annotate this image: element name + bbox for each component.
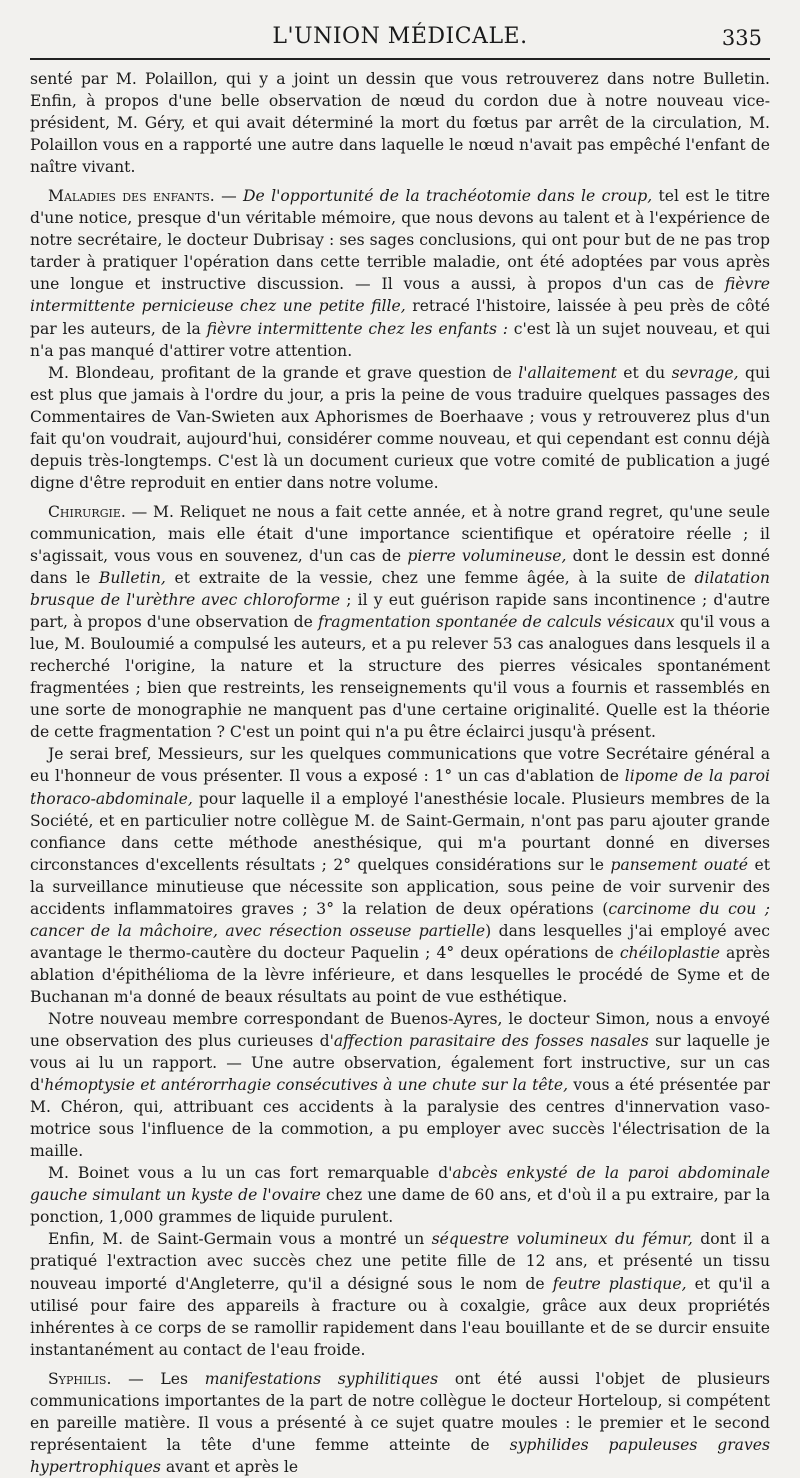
section-heading-syphilis: Syphilis. — [48, 1369, 112, 1388]
article-body — [30, 68, 770, 1478]
paragraph-secretaire: Je serai bref, Messieurs, sur les quelques communications que votre Secrétaire général a eu l'honneur de vous présenter. Il vous a exposé : 1° un cas d'ablation de lipome de la paroi thoraco-abdominale, pour laquelle il a employé l'anesthésie locale. Plusieurs membres de la Société, et en particulier notre collègue M. de Saint-Germain, n'ont pas paru ajouter grande confiance dans cette méthode anesthésique, qui m'a pourtant donné en diverses circonstances d'excellents résultats ; 2° quelques considérations sur le pansement ouaté et la surveillance minutieuse que nécessite son application, sous peine de voir survenir des accidents inflammatoires graves ; 3° la relation de deux opérations (carcinome du cou ; cancer de la mâchoire, avec résection osseuse partielle) dans lesquelles j'ai employé avec avantage le thermo-cautère du docteur Paquelin ; 4° deux opérations de chéiloplastie après ablation d'épithélioma de la lèvre inférieure, et dans lesquelles le procédé de Syme et de Buchanan m'a donné de beaux résultats au point de vue esthétique. — [30, 745, 771, 1006]
running-header — [30, 22, 770, 58]
paragraph-syphilis: Syphilis. — Les manifestations syphilitiques ont été aussi l'objet de plusieurs communications importantes de la part de notre collègue le docteur Horteloup, si compétent en pareille matière. Il vous a présenté à ce sujet quatre moules : le premier et le second représentaient la tête d'une femme atteinte de syphilides papuleuses graves hypertrophiques avant et après le — [30, 1369, 771, 1476]
paragraph-simon: Notre nouveau membre correspondant de Buenos-Ayres, le docteur Simon, nous a envoyé une observation des plus curieuses d'affection parasitaire des fosses nasales sur laquelle je vous ai lu un rapport. — Une autre observation, également fort instructive, sur un cas d'hémoptysie et antérorrhagie consécutives à une chute sur la tête, vous a été présentée par M. Chéron, qui, attribuant ces accidents à la paralysie des centres d'innervation vaso-motrice sous l'influence de la commotion, a pu employer avec succès l'électrisation de la maille. — [30, 1009, 770, 1161]
paragraph-maladies-enfants: Maladies des enfants. — De l'opportunité de la trachéotomie dans le croup, tel est le titre d'une notice, presque d'un véritable mémoire, que nous devons au talent et à l'expérience de notre secrétaire, le docteur Dubrisay : ses sages conclusions, qui ont pour but de ne pas trop tarder à pratiquer l'opération dans cette terrible maladie, ont été adoptées par vous après une longue et instructive discussion. — Il vous a aussi, à propos d'un cas de fièvre intermittente pernicieuse chez une petite fille, retracé l'histoire, laissée à peu près de côté par les auteurs, de la fièvre intermittente chez les enfants : c'est là un sujet nouveau, et qui n'a pas manqué d'attirer votre attention. — [30, 187, 771, 360]
section-heading-chirurgie: Chirurgie. — [48, 502, 126, 521]
paragraph-blondeau: M. Blondeau, profitant de la grande et grave question de l'allaitement et du sevrage, qui est plus que jamais à l'ordre du jour, a pris la peine de vous traduire quelques passages des Commentaires de Van-Swieten aux Aphorismes de Boerhaave ; vous y retrouverez plus d'un fait qu'on voudrait, aujourd'hui, considérer comme nouveau, et qui cependant est connu déjà depuis très-longtemps. C'est là un document curieux que votre comité de publication a jugé digne d'être reproduit en entier dans notre volume. — [30, 363, 770, 492]
journal-title: L'UNION MÉDICALE. — [272, 24, 528, 49]
paragraph-saint-germain: Enfin, M. de Saint-Germain vous a montré un séquestre volumineux du fémur, dont il a pratiqué l'extraction avec succès chez une petite fille de 12 ans, et présenté un tissu nouveau importé d'Angleterre, qu'il a désigné sous le nom de feutre plastique, et qu'il a utilisé pour faire des appareils à fracture ou à coxalgie, grâce aux deux propriétés inhérentes à ce corps de se ramollir rapidement dans l'eau bouillante et de se durcir ensuite instantanément au contact de l'eau froide. — [30, 1230, 771, 1359]
paragraph-obstetrics-end: senté par M. Polaillon, qui y a joint un dessin que vous retrouverez dans notre Bulletin. Enfin, à propos d'une belle observation de nœud du cordon due à notre nouveau vice-président, M. Géry, et qui avait déterminé la mort du fœtus par arrêt de la circulation, M. Polaillon vous en a rapporté une autre dans laquelle le nœud n'avait pas empêché l'enfant de naître vivant. — [30, 70, 770, 177]
section-heading-maladies-enfants: Maladies des enfants. — [48, 187, 215, 206]
header-rule — [30, 58, 770, 60]
paragraph-chirurgie: Chirurgie. — M. Reliquet ne nous a fait cette année, et à notre grand regret, qu'une seule communication, mais elle était d'une importance scientifique et opératoire réelle ; il s'agissait, vous vous en souvenez, d'un cas de pierre volumineuse, dont le dessin est donné dans le Bulletin, et extraite de la vessie, chez une femme âgée, à la suite de dilatation brusque de l'urèthre avec chloroforme ; il y eut guérison rapide sans incontinence ; d'autre part, à propos d'une observation de fragmentation spontanée de calculs vésicaux qu'il vous a lue, M. Bouloumié a compulsé les auteurs, et a pu relever 53 cas analogues dans lesquels il a recherché l'origine, la nature et la structure des pierres vésicales spontanément fragmentées ; bien que restreints, les renseignements qu'il vous a fournis et rassemblés en une sorte de monographie ne manquent pas d'une certaine originalité. Quelle est la théorie de cette fragmentation ? C'est un point qui n'a pu être éclairci jusqu'à présent. — [30, 502, 771, 742]
page-number: 335 — [721, 26, 762, 50]
paragraph-boinet: M. Boinet vous a lu un cas fort remarquable d'abcès enkysté de la paroi abdominale gauche simulant un kyste de l'ovaire chez une dame de 60 ans, et d'où il a pu extraire, par la ponction, 1,000 grammes de liquide purulent. — [30, 1164, 770, 1227]
